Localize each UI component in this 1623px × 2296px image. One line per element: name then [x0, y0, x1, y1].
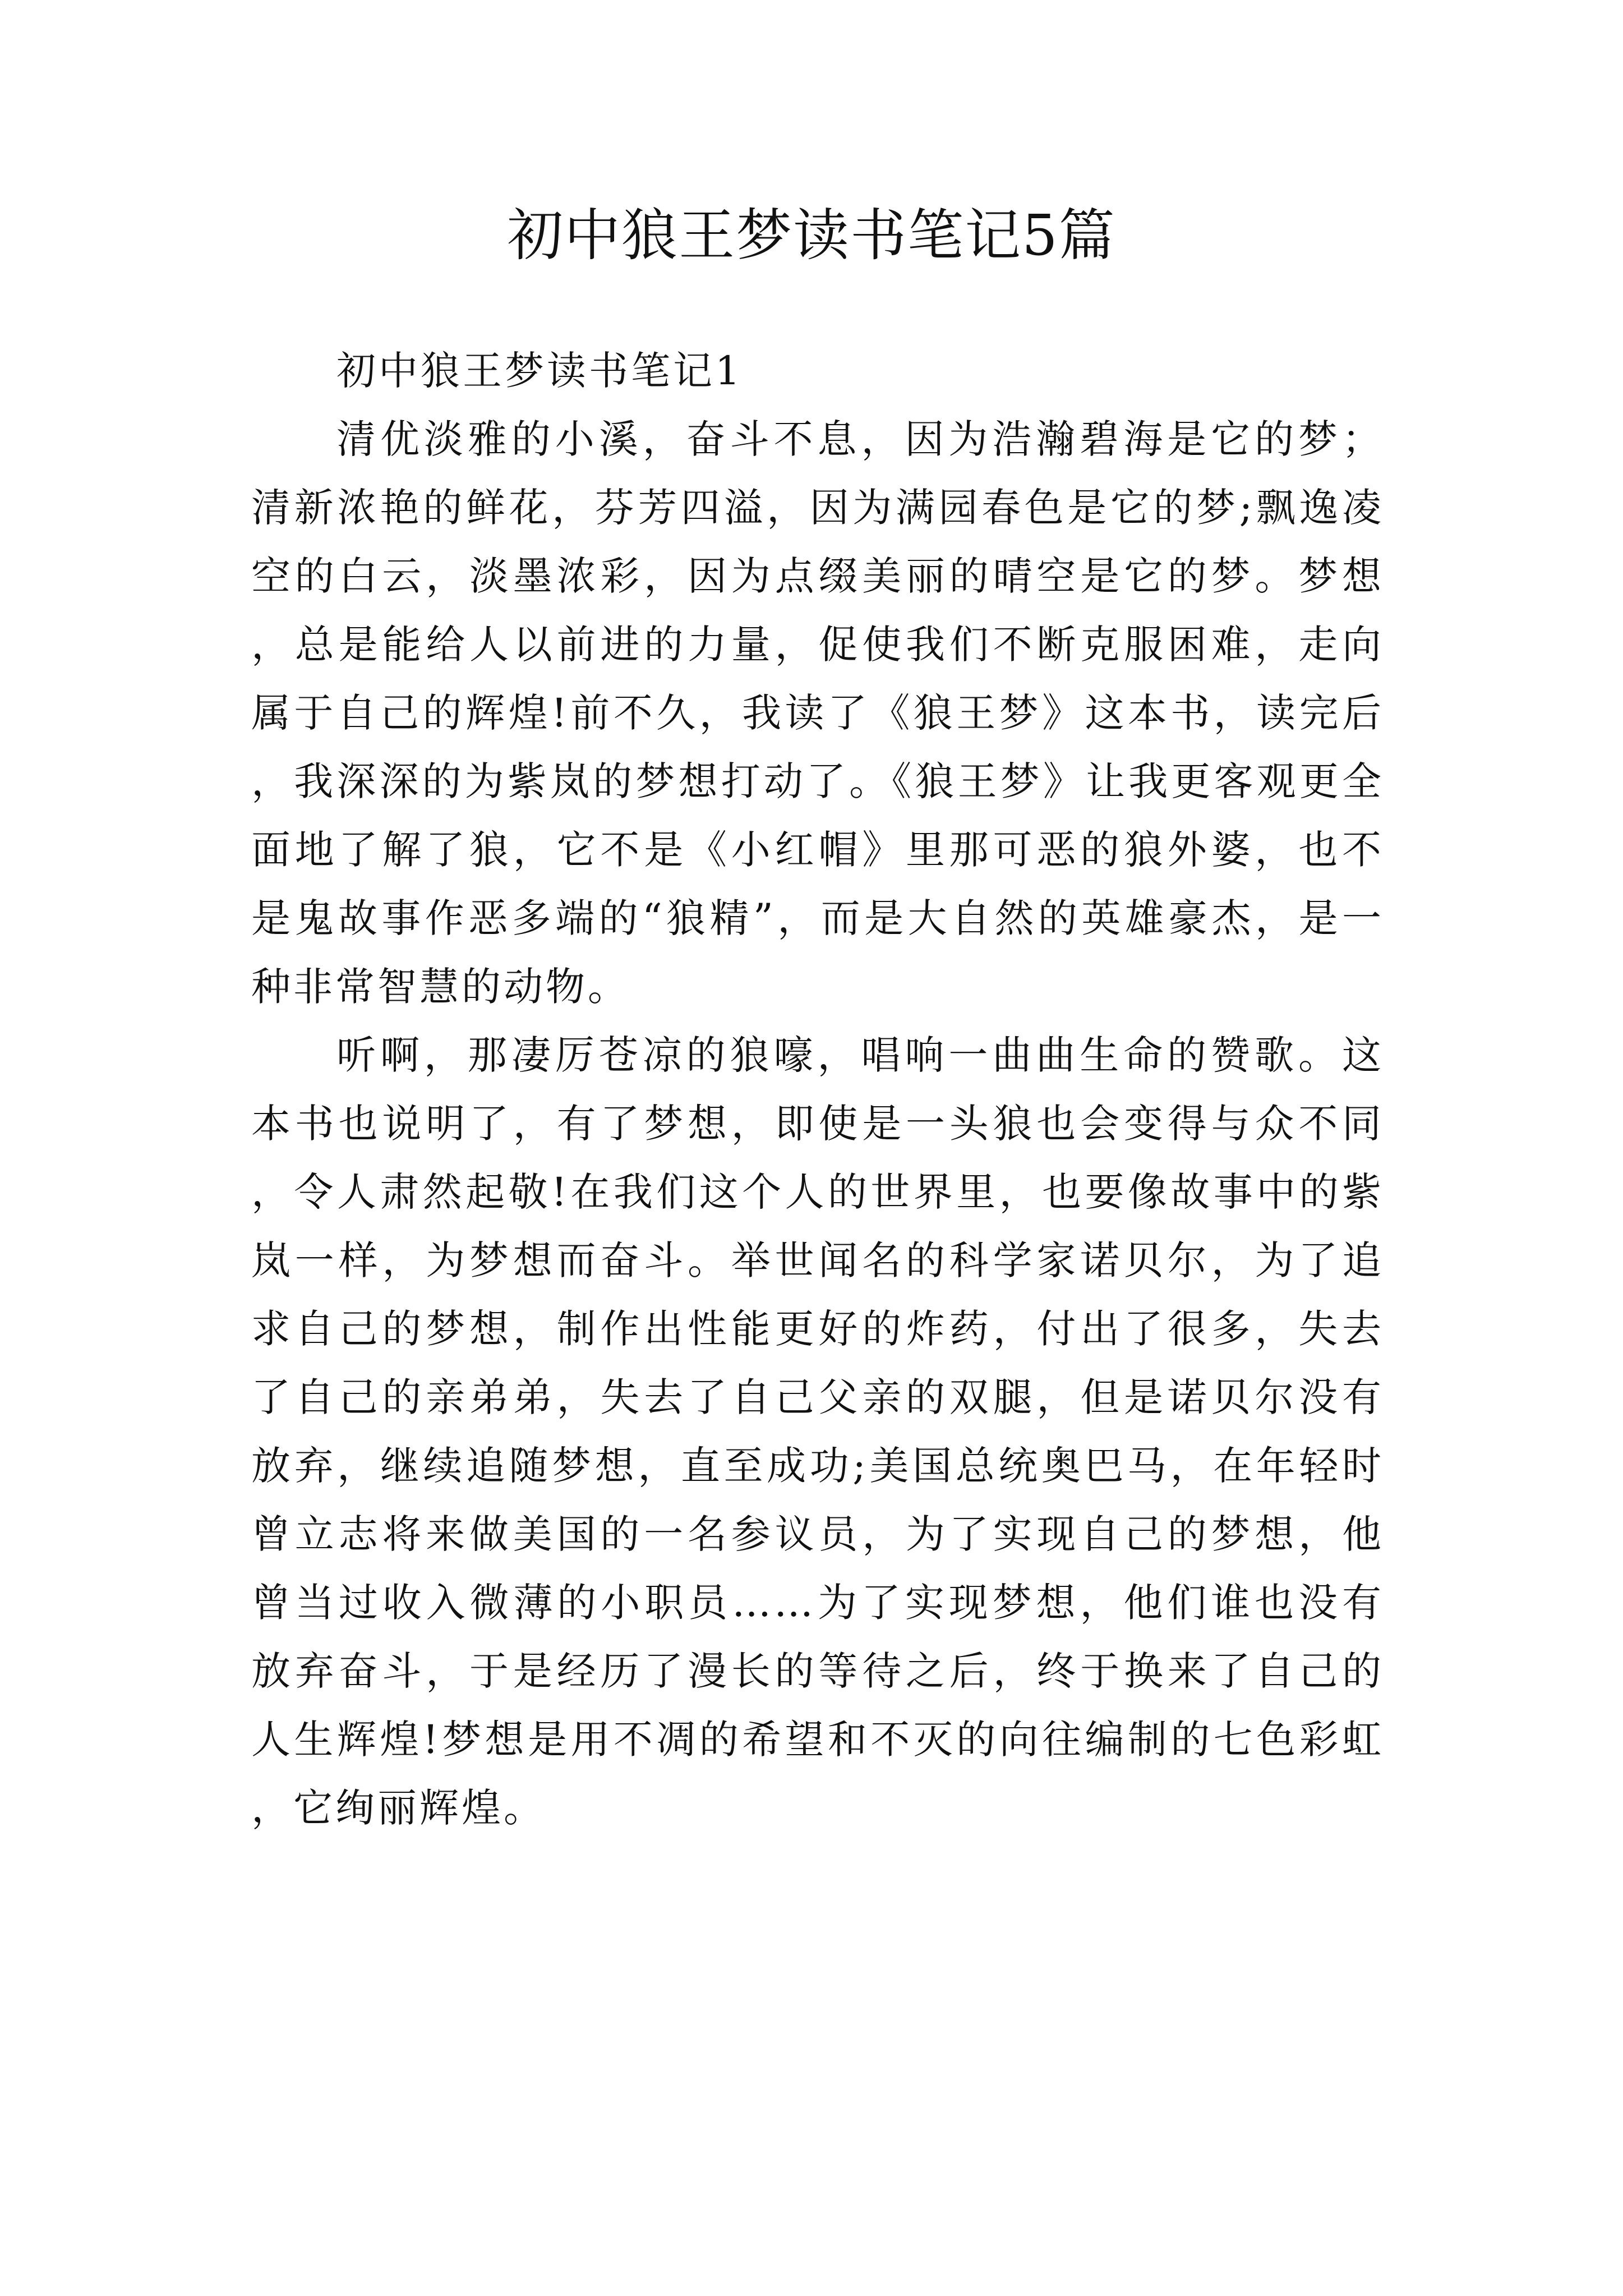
section-heading: 初中狼王梦读书笔记1: [336, 348, 743, 394]
paragraph: 清优淡雅的小溪，奋斗不息，因为浩瀚碧海是它的梦；清新浓艳的鲜花，芬芳四溢，因为满园春色是它的梦;飘逸凌空的白云，淡墨浓彩，因为点缀美丽的晴空是它的梦。梦想，总是能给人以前进的力量，促使我们不断克服困难，走向属于自己的辉煌!前不久，我读了《狼王梦》这本书，读完后，我深深的为紫岚的梦想打动了。《狼王梦》让我更客观更全面地了解了狼，它不是《小红帽》里那可恶的狼外婆，也不是鬼故事作恶多端的“狼精”，而是大自然的英雄豪杰，是一种非常智慧的动物。: [251, 416, 1384, 1010]
document-body: [251, 337, 1384, 1842]
paragraph: 听啊，那凄厉苍凉的狼嚎，唱响一曲曲生命的赞歌。这本书也说明了，有了梦想，即使是一头狼也会变得与众不同，令人肃然起敬!在我们这个人的世界里，也要像故事中的紫岚一样，为梦想而奋斗。举世闻名的科学家诺贝尔，为了追求自己的梦想，制作出性能更好的炸药，付出了很多，失去了自己的亲弟弟，失去了自己父亲的双腿，但是诺贝尔没有放弃，继续追随梦想，直至成功;美国总统奥巴马，在年轻时曾立志将来做美国的一名参议员，为了实现自己的梦想，他曾当过收入微薄的小职员……为了实现梦想，他们谁也没有放弃奋斗，于是经历了漫长的等待之后，终于换来了自己的人生辉煌!梦想是用不凋的希望和不灭的向往编制的七色彩虹，它绚丽辉煌。: [251, 1032, 1384, 1831]
document-title: 初中狼王梦读书笔记5篇: [507, 203, 1116, 268]
